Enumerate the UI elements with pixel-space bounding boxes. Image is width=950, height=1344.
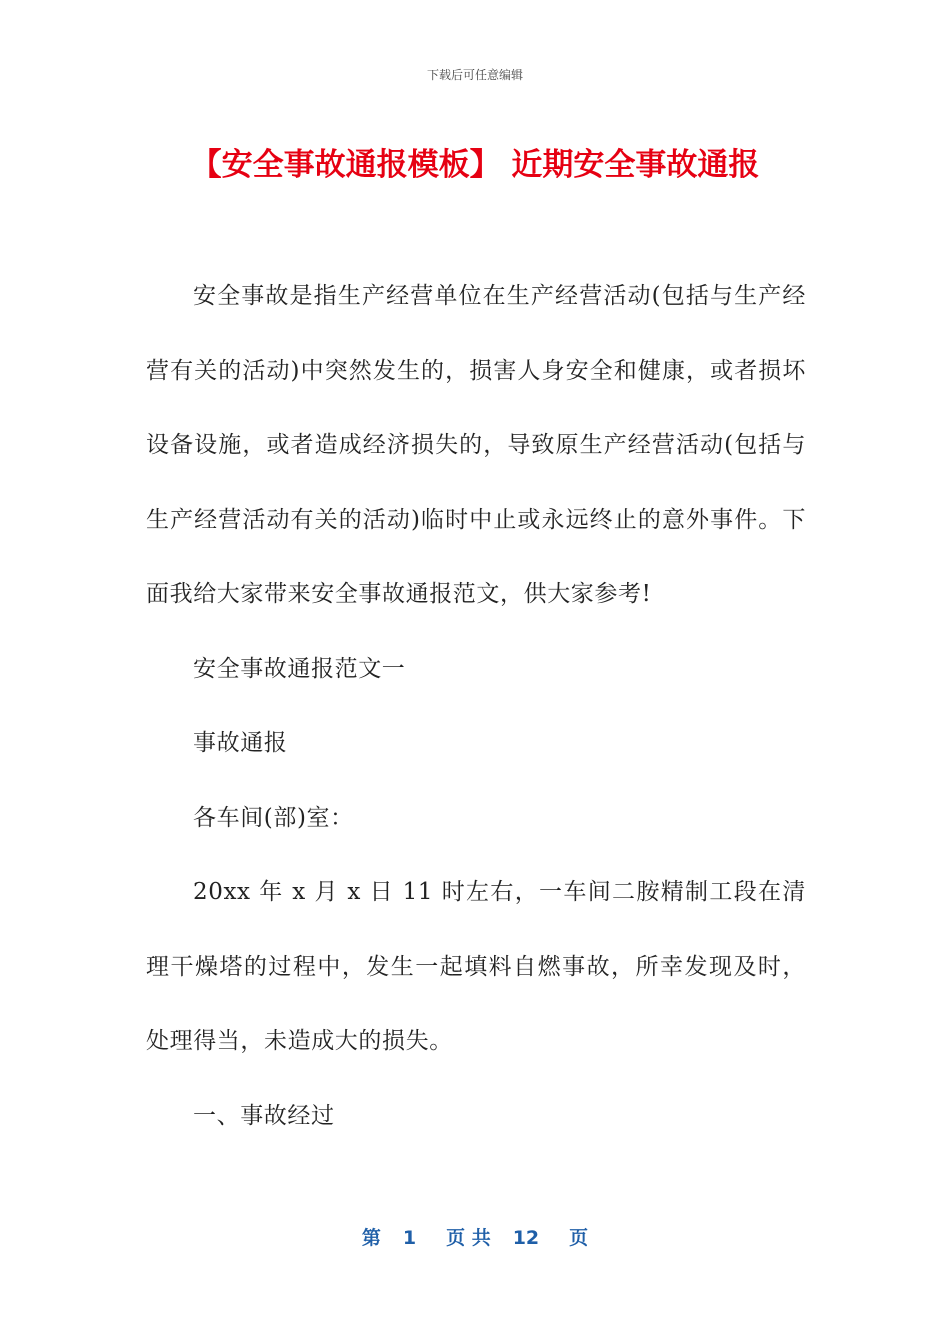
document-title: 【安全事故通报模板】 近期安全事故通报 (190, 147, 760, 183)
document-body (146, 259, 806, 1153)
sample-heading: 安全事故通报范文一 (193, 655, 406, 682)
page-footer (0, 1224, 950, 1252)
footer-page-suffix: 页 (569, 1227, 589, 1249)
footer-page-number: 1 (402, 1227, 417, 1249)
intro-paragraph: 安全事故是指生产经营单位在生产经营活动(包括与生产经营有关的活动)中突然发生的，损害人身安全和健康，或者损坏设备设施，或者造成经济损失的，导致原生产经营活动(包括与生产经营活动有关的活动)临时中止或永远终止的意外事件。下面我给大家带来安全事故通报范文，供大家参考! (146, 283, 806, 607)
header-note: 下载后可任意编辑 (426, 68, 523, 82)
footer-page-middle: 页 共 (446, 1227, 491, 1249)
section-heading: 一、事故经过 (193, 1102, 335, 1129)
footer-page-prefix: 第 (361, 1227, 381, 1249)
recipients-line: 各车间(部)室： (193, 804, 354, 831)
notice-heading: 事故通报 (193, 730, 288, 756)
incident-paragraph: 20xx 年 x 月 x 日 11 时左右，一车间二胺精制工段在清理干燥塔的过程中，发生一起填料自燃事故，所幸发现及时，处理得当，未造成大的损失。 (146, 879, 806, 1054)
footer-page-total: 12 (512, 1227, 540, 1249)
